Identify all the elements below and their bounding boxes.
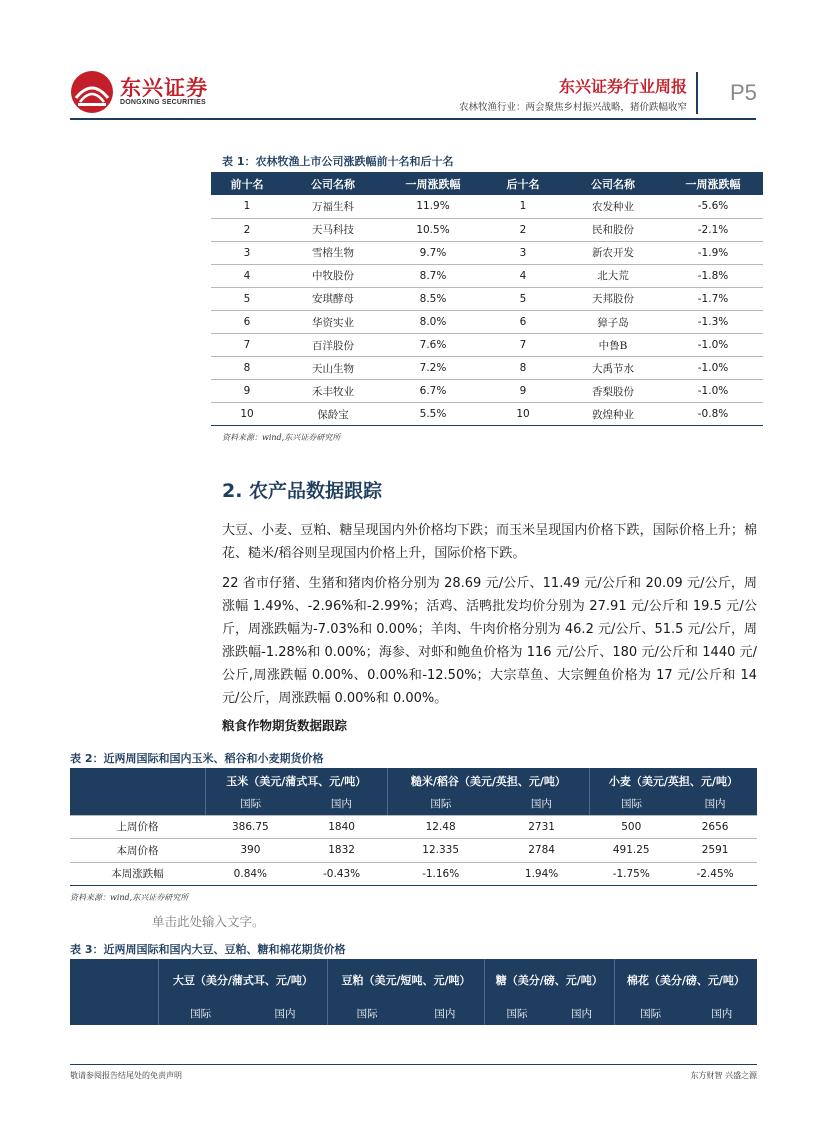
table-cell: -0.43% <box>296 862 388 886</box>
table-subheader-row <box>70 793 757 815</box>
table-cell: 7 <box>483 334 563 357</box>
table1-source: 资料来源：wind,东兴证券研究所 <box>222 433 341 442</box>
table-cell: 3 <box>211 241 283 264</box>
table-row <box>211 357 763 380</box>
table-cell: 7.6% <box>383 334 483 357</box>
table-cell: 8.5% <box>383 287 483 310</box>
table-cell: -0.8% <box>663 403 763 426</box>
table-row <box>211 403 763 426</box>
col-header: 后十名 <box>483 172 563 195</box>
group-header-soybean: 大豆（美分/蒲式耳、元/吨） <box>158 959 328 1001</box>
table-cell: 10.5% <box>383 218 483 241</box>
logo-chinese-text: 东兴证券 <box>120 76 208 100</box>
table-cell: 12.48 <box>387 815 493 839</box>
report-subtitle: 农林牧渔行业：两会聚焦乡村振兴战略，猪价跌幅收窄 <box>458 102 687 113</box>
group-header-corn: 玉米（美元/蒲式耳、元/吨） <box>205 768 387 793</box>
table-cell: 百洋股份 <box>283 334 383 357</box>
table-row <box>211 334 763 357</box>
corner-cell <box>70 768 205 793</box>
table-cell: 2731 <box>494 815 590 839</box>
table-row <box>211 264 763 287</box>
table-group-header-row <box>70 959 757 1001</box>
table-header-row <box>211 172 763 195</box>
table-cell: 1.94% <box>494 862 590 886</box>
table-cell: 民和股份 <box>563 218 663 241</box>
table-row <box>211 310 763 333</box>
table-cell: 8.7% <box>383 264 483 287</box>
table-cell: 敦煌种业 <box>563 403 663 426</box>
table-cell: 2591 <box>673 839 757 863</box>
table-cell: -1.16% <box>387 862 493 886</box>
table2-caption: 表 2：近两周国际和国内玉米、稻谷和小麦期货价格 <box>70 752 324 765</box>
row-label: 本周价格 <box>70 839 205 863</box>
table-cell: 万福生科 <box>283 195 383 218</box>
subsection-heading: 粮食作物期货数据跟踪 <box>222 718 348 733</box>
corner-cell <box>70 959 158 1001</box>
sub-header: 国内 <box>296 793 388 815</box>
table2-source: 资料来源：wind,东兴证券研究所 <box>70 893 189 902</box>
header-divider <box>70 118 756 120</box>
table-cell: 1 <box>211 195 283 218</box>
table-cell: -1.7% <box>663 287 763 310</box>
table-cell: 雪榕生物 <box>283 241 383 264</box>
table-cell: 11.9% <box>383 195 483 218</box>
row-label: 本周涨跌幅 <box>70 862 205 886</box>
page-number: P5 <box>730 80 757 105</box>
table-cell: 中鲁B <box>563 334 663 357</box>
table-cell: 5.5% <box>383 403 483 426</box>
table-cell: 天山生物 <box>283 357 383 380</box>
table-row <box>70 815 757 839</box>
table-row <box>70 862 757 886</box>
table-row <box>211 287 763 310</box>
table-cell: 天马科技 <box>283 218 383 241</box>
table-cell: 天邦股份 <box>563 287 663 310</box>
table-cell: 2 <box>211 218 283 241</box>
table-cell: 新农开发 <box>563 241 663 264</box>
table-row <box>211 241 763 264</box>
table-cell: -2.45% <box>673 862 757 886</box>
table-cell: -5.6% <box>663 195 763 218</box>
table-cell: 4 <box>483 264 563 287</box>
logo-mark-icon <box>70 70 114 114</box>
sub-header: 国内 <box>673 793 757 815</box>
table-cell: 4 <box>211 264 283 287</box>
table-cell: 2656 <box>673 815 757 839</box>
table-cell: 5 <box>211 287 283 310</box>
table-cell: 禾丰牧业 <box>283 380 383 403</box>
table-cell: -1.0% <box>663 357 763 380</box>
table-cell: 500 <box>589 815 673 839</box>
table-cell: 大禹节水 <box>563 357 663 380</box>
table-cell: 6.7% <box>383 380 483 403</box>
table-cell: 獐子岛 <box>563 310 663 333</box>
corner-cell <box>70 793 205 815</box>
sub-header: 国内 <box>549 1001 614 1025</box>
table-cell: 386.75 <box>205 815 296 839</box>
paragraph-livestock-prices: 22 省市仔猪、生猪和猪肉价格分别为 28.69 元/公斤、11.49 元/公斤和 20.09 元/公斤，周涨幅 1.49%、-2.96%和-2.99%；活鸡、活鸭批发均价分别为 27.91 元/公斤和 19.5 元/公斤，周涨跌幅为-7.03%和 0.00%；羊肉、牛肉价格分别为 46.2 元/公斤、51.5 元/公斤，周涨跌幅-1.28%和 0.00%；海参、对虾和鲍鱼价格为 116 元/公斤、180 元/公斤和 1440 元/公斤,周涨跌幅 0.00%、0.00%和-12.50%；大宗草鱼、大宗鲤鱼价格为 17 元/公斤和 14 元/公斤，周涨跌幅 0.00%和 0.00%。 <box>222 576 757 706</box>
sub-header: 国际 <box>205 793 296 815</box>
table-cell: 12.335 <box>387 839 493 863</box>
col-header: 公司名称 <box>563 172 663 195</box>
table-group-header-row <box>70 768 757 793</box>
table-cell: -1.9% <box>663 241 763 264</box>
table-cell: 3 <box>483 241 563 264</box>
col-header: 一周涨跌幅 <box>383 172 483 195</box>
sub-header: 国内 <box>406 1001 484 1025</box>
sub-header: 国际 <box>484 1001 549 1025</box>
table-cell: -1.75% <box>589 862 673 886</box>
row-label: 上周价格 <box>70 815 205 839</box>
table-cell: 0.84% <box>205 862 296 886</box>
table-cell: 8 <box>211 357 283 380</box>
sub-header: 国内 <box>686 1001 757 1025</box>
oilseed-futures-table <box>70 959 757 1025</box>
table-cell: 491.25 <box>589 839 673 863</box>
col-header: 公司名称 <box>283 172 383 195</box>
table-row <box>211 380 763 403</box>
group-header-sugar: 糖（美分/磅、元/吨） <box>484 959 614 1001</box>
company-logo <box>70 70 220 114</box>
col-header: 一周涨跌幅 <box>663 172 763 195</box>
table-cell: 390 <box>205 839 296 863</box>
col-header: 前十名 <box>211 172 283 195</box>
table-cell: 6 <box>483 310 563 333</box>
header-divider-vertical <box>696 72 698 114</box>
group-header-wheat: 小麦（美元/英担、元/吨） <box>589 768 757 793</box>
table-cell: 北大荒 <box>563 264 663 287</box>
footer-divider <box>70 1064 757 1065</box>
table-cell: 9.7% <box>383 241 483 264</box>
sub-header: 国际 <box>614 1001 686 1025</box>
sub-header: 国际 <box>589 793 673 815</box>
table-cell: 10 <box>211 403 283 426</box>
text-placeholder[interactable]: 单击此处输入文字。 <box>152 914 265 929</box>
report-series-title: 东兴证券行业周报 <box>558 77 687 96</box>
table-cell: 1832 <box>296 839 388 863</box>
table-cell: 6 <box>211 310 283 333</box>
group-header-soymeal: 豆粕（美元/短吨、元/吨） <box>328 959 485 1001</box>
logo-english-text: DONGXING SECURITIES <box>120 99 206 106</box>
table-cell: 7 <box>211 334 283 357</box>
table-cell: 农发种业 <box>563 195 663 218</box>
footer-disclaimer: 敬请参阅报告结尾处的免责声明 <box>70 1071 182 1080</box>
sub-header: 国内 <box>494 793 590 815</box>
table-cell: 5 <box>483 287 563 310</box>
top-bottom-ten-table <box>211 172 763 426</box>
section-title: 2. 农产品数据跟踪 <box>222 480 383 502</box>
table-cell: 8 <box>483 357 563 380</box>
table-cell: 香梨股份 <box>563 380 663 403</box>
sub-header: 国内 <box>243 1001 328 1025</box>
table-cell: 7.2% <box>383 357 483 380</box>
table-cell: 2784 <box>494 839 590 863</box>
table-row <box>70 839 757 863</box>
table-row <box>211 218 763 241</box>
grain-futures-table <box>70 768 757 886</box>
table-cell: 8.0% <box>383 310 483 333</box>
corner-cell <box>70 1001 158 1025</box>
sub-header: 国际 <box>387 793 493 815</box>
sub-header: 国际 <box>158 1001 243 1025</box>
table1-caption: 表 1：农林牧渔上市公司涨跌幅前十名和后十名 <box>222 155 454 168</box>
table-cell: 1840 <box>296 815 388 839</box>
table-cell: -1.3% <box>663 310 763 333</box>
table-cell: 中牧股份 <box>283 264 383 287</box>
table-subheader-row <box>70 1001 757 1025</box>
table-cell: 10 <box>483 403 563 426</box>
sub-header: 国际 <box>328 1001 406 1025</box>
table-cell: 保龄宝 <box>283 403 383 426</box>
table-cell: -1.0% <box>663 380 763 403</box>
footer-slogan: 东方财智 兴盛之源 <box>690 1071 757 1080</box>
group-header-rice: 糙米/稻谷（美元/英担、元/吨） <box>387 768 589 793</box>
table-row <box>211 195 763 218</box>
table-cell: -2.1% <box>663 218 763 241</box>
table-cell: 华资实业 <box>283 310 383 333</box>
table-cell: 2 <box>483 218 563 241</box>
paragraph-summary: 大豆、小麦、豆粕、糖呈现国内外价格均下跌；而玉米呈现国内价格下跌，国际价格上升；棉花、糙米/稻谷则呈现国内价格上升，国际价格下跌。 <box>222 523 757 561</box>
table-cell: 9 <box>483 380 563 403</box>
group-header-cotton: 棉花（美分/磅、元/吨） <box>614 959 757 1001</box>
table3-caption: 表 3：近两周国际和国内大豆、豆粕、糖和棉花期货价格 <box>70 943 346 956</box>
table-cell: -1.0% <box>663 334 763 357</box>
table-cell: -1.8% <box>663 264 763 287</box>
table-cell: 安琪酵母 <box>283 287 383 310</box>
table-cell: 9 <box>211 380 283 403</box>
table-cell: 1 <box>483 195 563 218</box>
